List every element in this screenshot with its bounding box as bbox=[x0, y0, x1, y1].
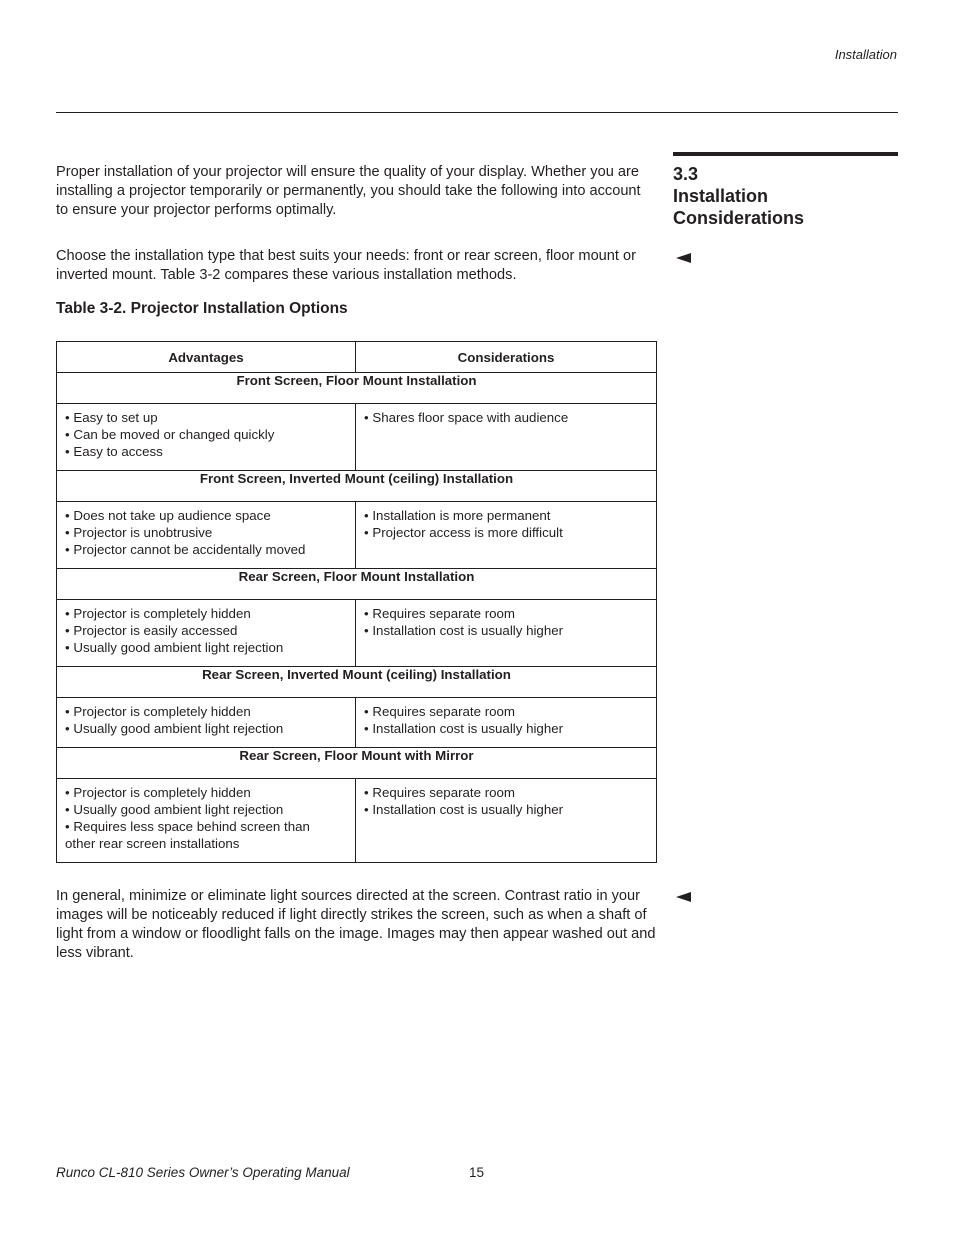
group-row bbox=[57, 471, 657, 502]
list-item: • Installation cost is usually higher bbox=[364, 802, 564, 817]
list-item: other rear screen installations bbox=[65, 836, 240, 851]
footer-page-number: 15 bbox=[469, 1165, 485, 1180]
considerations-cell bbox=[356, 698, 657, 748]
header-advantages: Advantages bbox=[57, 342, 356, 373]
advantages-cell bbox=[57, 698, 356, 748]
header-considerations: Considerations bbox=[356, 342, 657, 373]
ambient-light-arrow-icon bbox=[676, 892, 691, 902]
list-item: • Usually good ambient light rejection bbox=[65, 802, 284, 817]
header-rule bbox=[56, 112, 898, 113]
advantages-cell bbox=[57, 404, 356, 471]
installation-options-table bbox=[56, 341, 657, 863]
table-row bbox=[57, 698, 657, 748]
list-item: • Requires separate room bbox=[364, 606, 515, 621]
section-heading bbox=[673, 163, 898, 229]
group-row bbox=[57, 373, 657, 404]
list-item: • Usually good ambient light rejection bbox=[65, 640, 284, 655]
section-title-line2: Considerations bbox=[673, 208, 805, 228]
section-title-line1: Installation bbox=[673, 186, 769, 206]
advantages-cell bbox=[57, 600, 356, 667]
list-item: • Shares floor space with audience bbox=[364, 410, 569, 425]
group-name: Rear Screen, Inverted Mount (ceiling) Installation bbox=[57, 667, 657, 698]
table-row bbox=[57, 779, 657, 863]
group-name: Front Screen, Floor Mount Installation bbox=[57, 373, 657, 404]
group-row bbox=[57, 748, 657, 779]
list-item: • Does not take up audience space bbox=[65, 508, 271, 523]
list-item: • Installation cost is usually higher bbox=[364, 721, 564, 736]
advantages-cell bbox=[57, 779, 356, 863]
table-row bbox=[57, 502, 657, 569]
list-item: • Usually good ambient light rejection bbox=[65, 721, 284, 736]
list-item: • Projector is completely hidden bbox=[65, 606, 251, 621]
list-item: • Requires separate room bbox=[364, 704, 515, 719]
list-item: • Installation cost is usually higher bbox=[364, 623, 564, 638]
installation-type-arrow-icon bbox=[676, 253, 691, 263]
intro-paragraph: Proper installation of your projector will ensure the quality of your display. Whether you are installing a projector temporarily or permanently, you should take the following into account to ensure your projector performs optimally. bbox=[56, 164, 641, 218]
list-item: • Installation is more permanent bbox=[364, 508, 551, 523]
group-row bbox=[57, 667, 657, 698]
list-item: • Projector cannot be accidentally moved bbox=[65, 542, 306, 557]
table-row bbox=[57, 600, 657, 667]
list-item: • Projector is easily accessed bbox=[65, 623, 238, 638]
considerations-cell bbox=[356, 502, 657, 569]
advantages-cell bbox=[57, 502, 356, 569]
table-title: Table 3-2. Projector Installation Options bbox=[56, 300, 348, 317]
group-name: Front Screen, Inverted Mount (ceiling) Installation bbox=[57, 471, 657, 502]
list-item: • Projector access is more difficult bbox=[364, 525, 563, 540]
table-row bbox=[57, 404, 657, 471]
list-item: • Requires less space behind screen than bbox=[65, 819, 310, 834]
table-header-row bbox=[57, 342, 657, 373]
footer-manual-title: Runco CL-810 Series Owner’s Operating Manual bbox=[56, 1165, 350, 1180]
running-head: Installation bbox=[834, 47, 897, 62]
group-name: Rear Screen, Floor Mount Installation bbox=[57, 569, 657, 600]
ambient-light-paragraph: In general, minimize or eliminate light sources directed at the screen. Contrast ratio in your images will be noticeably reduced if light directly strikes the screen, such as when a shaft of light from a window or floodlight falls on the image. Images may then appear washed out and less vibrant. bbox=[56, 888, 656, 961]
list-item: • Projector is completely hidden bbox=[65, 704, 251, 719]
considerations-cell bbox=[356, 600, 657, 667]
considerations-cell bbox=[356, 404, 657, 471]
list-item: • Projector is unobtrusive bbox=[65, 525, 213, 540]
group-name: Rear Screen, Floor Mount with Mirror bbox=[57, 748, 657, 779]
list-item: • Projector is completely hidden bbox=[65, 785, 251, 800]
section-heading-bar bbox=[673, 152, 898, 156]
list-item: • Requires separate room bbox=[364, 785, 515, 800]
installation-type-paragraph: Choose the installation type that best suits your needs: front or rear screen, floor mount or inverted mount. Table 3-2 compares these various installation methods. bbox=[56, 248, 637, 283]
list-item: • Can be moved or changed quickly bbox=[65, 427, 275, 442]
section-number: 3.3 bbox=[673, 164, 699, 184]
list-item: • Easy to access bbox=[65, 444, 163, 459]
list-item: • Easy to set up bbox=[65, 410, 158, 425]
group-row bbox=[57, 569, 657, 600]
considerations-cell bbox=[356, 779, 657, 863]
